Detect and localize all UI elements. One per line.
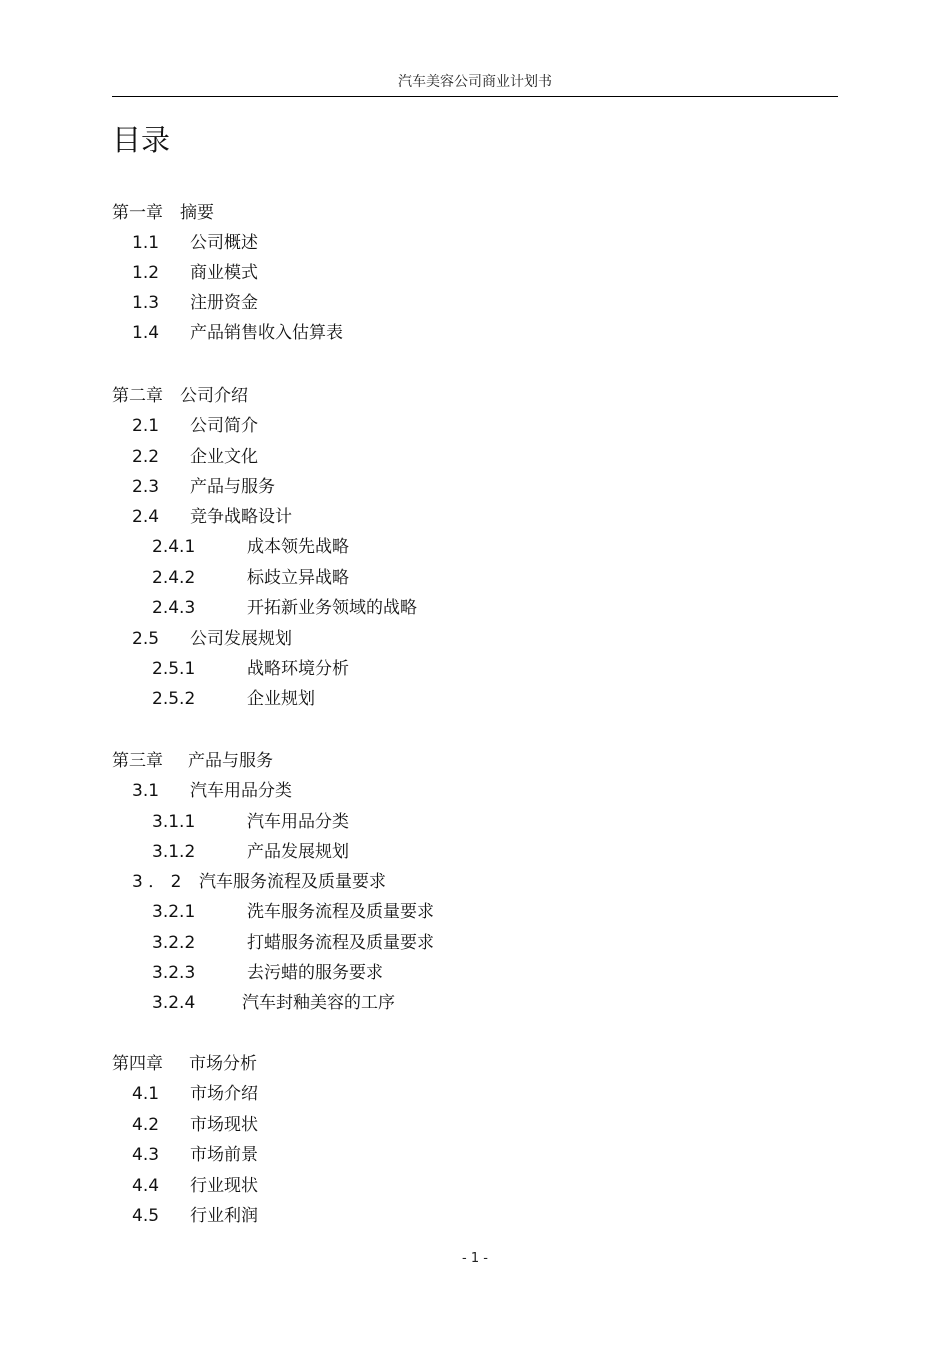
toc-entry-label: 产品发展规划 bbox=[247, 842, 349, 862]
toc-entry-label: 公司简介 bbox=[190, 416, 258, 436]
page-number: - 1 - bbox=[462, 1251, 488, 1266]
toc-entry-number: 4.3 bbox=[132, 1145, 160, 1165]
toc-entry-number: 第一章 bbox=[112, 203, 163, 223]
toc-entry-number: 2.5.2 bbox=[152, 689, 196, 709]
toc-entry-label: 企业规划 bbox=[247, 689, 315, 709]
toc-entry-number: 3.1 bbox=[132, 781, 160, 801]
toc-entry-label: 摘要 bbox=[180, 203, 214, 223]
toc-entry-number: 2.4.2 bbox=[152, 568, 196, 588]
toc-entry-label: 汽车用品分类 bbox=[247, 812, 349, 832]
toc-entry-label: 产品销售收入估算表 bbox=[190, 323, 343, 343]
toc-entry-label: 去污蜡的服务要求 bbox=[247, 963, 383, 983]
toc-entry-label: 行业现状 bbox=[190, 1176, 258, 1196]
toc-entry-label: 汽车用品分类 bbox=[190, 781, 292, 801]
toc-entry-label: 战略环境分析 bbox=[247, 659, 349, 679]
toc-entry-number: 第三章 bbox=[112, 751, 163, 771]
toc-entry-label: 产品与服务 bbox=[190, 477, 275, 497]
toc-entry-number: 4.1 bbox=[132, 1084, 160, 1104]
toc-entry-label: 市场介绍 bbox=[190, 1084, 258, 1104]
toc-heading: 目录 bbox=[112, 123, 171, 157]
document-title: 汽车美容公司商业计划书 bbox=[398, 74, 552, 90]
toc-entry-label: 打蜡服务流程及质量要求 bbox=[247, 933, 434, 953]
page-header bbox=[112, 66, 838, 97]
toc-entry-label: 市场前景 bbox=[190, 1145, 258, 1165]
toc-entry-number: 2.4.1 bbox=[152, 537, 196, 557]
toc-entry-label: 市场现状 bbox=[190, 1115, 258, 1135]
toc-entry-number: 4.4 bbox=[132, 1176, 160, 1196]
toc-entry-label: 汽车封釉美容的工序 bbox=[242, 993, 395, 1013]
toc-entry-number: 3.1.1 bbox=[152, 812, 196, 832]
toc-entry-label: 产品与服务 bbox=[188, 751, 273, 771]
toc-entry-label: 公司发展规划 bbox=[190, 629, 292, 649]
toc-entry-number: 3.2.4 bbox=[152, 993, 196, 1013]
toc-entry-number: 3.2.1 bbox=[152, 902, 196, 922]
toc-entry-number: 1.3 bbox=[132, 293, 160, 313]
toc-entry-number: 2.5.1 bbox=[152, 659, 196, 679]
toc-entry-number: 1.4 bbox=[132, 323, 160, 343]
toc-entry-number: 2.3 bbox=[132, 477, 160, 497]
toc-entry-label: 公司概述 bbox=[190, 233, 258, 253]
toc-entry-number: 3.2.3 bbox=[152, 963, 196, 983]
toc-entry-number: 2.1 bbox=[132, 416, 160, 436]
toc-entry-label: 汽车服务流程及质量要求 bbox=[199, 872, 386, 892]
toc-entry-number: 1.1 bbox=[132, 233, 160, 253]
toc-entry-number: 2.5 bbox=[132, 629, 160, 649]
toc-entry-label: 行业利润 bbox=[190, 1206, 258, 1226]
toc-entry-label: 商业模式 bbox=[190, 263, 258, 283]
toc-entry-label: 注册资金 bbox=[190, 293, 258, 313]
toc-entry-number: 2.4.3 bbox=[152, 598, 196, 618]
toc-entry-label: 市场分析 bbox=[189, 1054, 257, 1074]
toc-entry-label: 成本领先战略 bbox=[247, 537, 349, 557]
toc-entry-label: 开拓新业务领域的战略 bbox=[247, 598, 417, 618]
toc-entry-label: 竞争战略设计 bbox=[190, 507, 292, 527]
toc-entry-label: 企业文化 bbox=[190, 447, 258, 467]
toc-entry-number: 3 ． 2 bbox=[132, 872, 182, 892]
toc-entry-number: 4.5 bbox=[132, 1206, 160, 1226]
toc-entry-number: 第四章 bbox=[112, 1054, 163, 1074]
toc-entry-label: 标歧立异战略 bbox=[247, 568, 349, 588]
toc-entry-label: 洗车服务流程及质量要求 bbox=[247, 902, 434, 922]
toc-entry-number: 第二章 bbox=[112, 386, 163, 406]
toc-entry-number: 4.2 bbox=[132, 1115, 160, 1135]
toc-entry-number: 2.4 bbox=[132, 507, 160, 527]
toc-entry-number: 2.2 bbox=[132, 447, 160, 467]
toc-entry-number: 3.2.2 bbox=[152, 933, 196, 953]
toc-entry-label: 公司介绍 bbox=[180, 386, 248, 406]
toc-entry-number: 1.2 bbox=[132, 263, 160, 283]
toc-entry-number: 3.1.2 bbox=[152, 842, 196, 862]
